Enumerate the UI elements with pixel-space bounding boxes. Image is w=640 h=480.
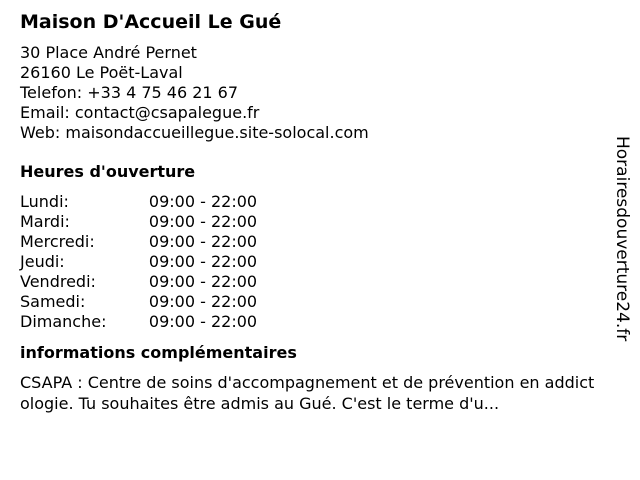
hours-time: 09:00 - 22:00 <box>148 292 258 311</box>
hours-row-jeudi <box>20 252 610 272</box>
hours-day: Lundi: <box>20 192 69 211</box>
hours-day: Jeudi: <box>20 252 65 271</box>
hours-row-lundi <box>20 192 610 212</box>
hours-day: Vendredi: <box>20 272 96 291</box>
info-description: CSAPA : Centre de soins d'accompagnement et de prévention en addictologie. Tu souhaites être admis au Gué. C'est le terme d'u... <box>20 373 595 413</box>
email-line: Email: contact@csapalegue.fr <box>20 103 260 122</box>
hours-time: 09:00 - 22:00 <box>148 252 258 271</box>
hours-row-vendredi <box>20 272 610 292</box>
site-watermark: Horairesdouverture24.fr <box>612 136 632 342</box>
hours-row-mardi <box>20 212 610 232</box>
hours-time: 09:00 - 22:00 <box>148 272 258 291</box>
address-block <box>20 43 610 143</box>
hours-row-dimanche <box>20 312 610 332</box>
street-address: 30 Place André Pernet <box>20 43 197 62</box>
hours-heading: Heures d'ouverture <box>20 162 196 181</box>
hours-time: 09:00 - 22:00 <box>148 212 258 231</box>
hours-day: Samedi: <box>20 292 86 311</box>
hours-time: 09:00 - 22:00 <box>148 192 258 211</box>
hours-row-mercredi <box>20 232 610 252</box>
business-name: Maison D'Accueil Le Gué <box>20 11 282 33</box>
hours-day: Dimanche: <box>20 312 107 331</box>
business-card <box>20 10 610 414</box>
web-line: Web: maisondaccueillegue.site-solocal.com <box>20 123 369 142</box>
info-heading: informations complémentaires <box>20 343 297 362</box>
hours-day: Mardi: <box>20 212 70 231</box>
hours-day: Mercredi: <box>20 232 95 251</box>
hours-time: 09:00 - 22:00 <box>148 232 258 251</box>
phone-line: Telefon: +33 4 75 46 21 67 <box>20 83 239 102</box>
hours-time: 09:00 - 22:00 <box>148 312 258 331</box>
city-address: 26160 Le Poët-Laval <box>20 63 183 82</box>
hours-row-samedi <box>20 292 610 312</box>
hours-table <box>20 192 610 332</box>
